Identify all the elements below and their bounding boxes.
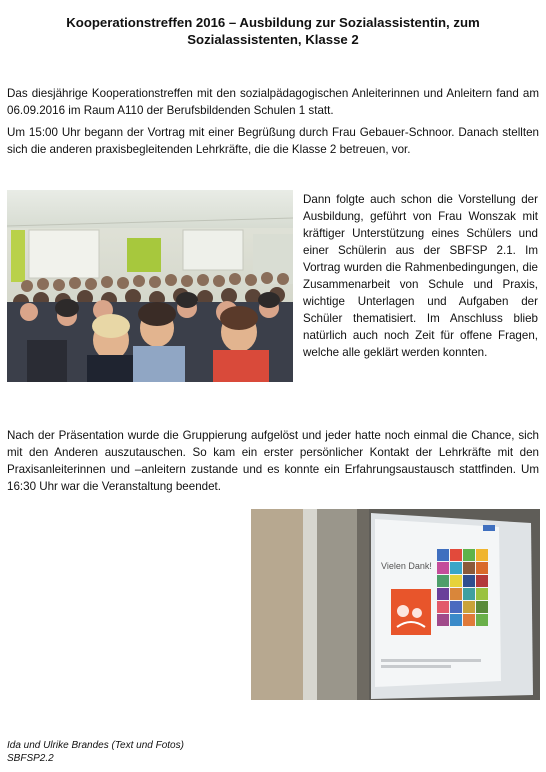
projection-photo-image <box>251 509 540 700</box>
audience-photo <box>7 190 293 382</box>
page-title <box>20 14 526 48</box>
paragraph-intro: Das diesjährige Kooperationstreffen mit den sozialpädagogischen Anleiterinnen und Anleitern fand am 06.09.2016 im Raum A110 der Berufsbildenden Schulen 1 statt. <box>7 87 539 117</box>
title-line-1: Kooperationstreffen 2016 – Ausbildung zur Sozialassistentin, zum <box>66 15 480 30</box>
slide-text: Vielen Dank! <box>381 561 432 571</box>
title-line-2: Sozialassistenten, Klasse 2 <box>187 32 359 47</box>
paragraph-welcome: Um 15:00 Uhr begann der Vortrag mit einer Begrüßung durch Frau Gebauer-Schnoor. Danach stellten sich die anderen praxisbegleitenden Lehrkräfte, die die Klasse 2 betreuen, vor. <box>7 126 539 156</box>
credit-authors: Ida und Ulrike Brandes (Text und Fotos) <box>7 740 184 751</box>
audience-photo-image <box>7 190 293 382</box>
paragraph-presentation: Dann folgte auch schon die Vorstellung der Ausbildung, geführt von Frau Wonszak mit kräftiger Unterstützung eines Schülers und einer Schülerin aus der SBFSP 2.1. Im Vortrag wurden die Rahmenbedingungen, die Zusammenarbeit von Schule und Praxis, wichtige Unterlagen und Aufgaben der Schüler thematisiert. Im Anschluss blieb natürlich auch noch Zeit für offene Fragen, welche alle geklärt werden konnten. <box>303 193 538 359</box>
projection-photo <box>251 509 540 700</box>
credit-class: SBFSP2.2 <box>7 753 54 764</box>
paragraph-exchange: Nach der Präsentation wurde die Gruppierung aufgelöst und jeder hatte noch einmal die Chance, sich mit den Anderen auszutauschen. So kam ein erster persönlicher Kontakt der Lehrkräfte mit den Praxisanleiterinnen und –anleitern zustande und es konnte ein Erfahrungsaustausch stattfinden. Um 16:30 Uhr war die Veranstaltung beendet. <box>7 429 539 493</box>
